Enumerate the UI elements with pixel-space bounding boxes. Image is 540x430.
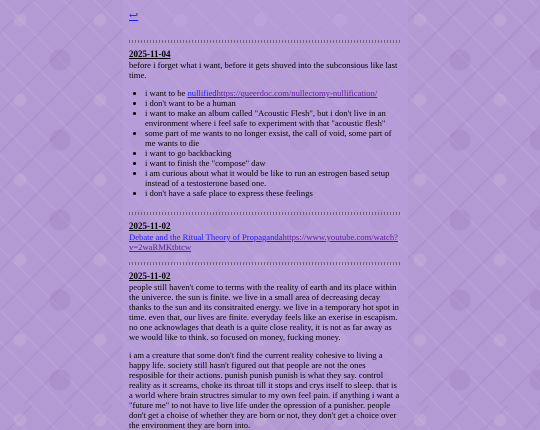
entry-date: 2025-11-02 — [129, 271, 171, 281]
divider — [129, 212, 402, 215]
divider — [129, 40, 402, 43]
entry-paragraph: i am a creature that some don't find the current reality cohesive to living a happy life. society still hasn't figured out that people are not the ones resposible for their actions. punish punish punish is what they say. control reality as it screams, choke its throat till it stops and crys itself to sleep. that is a world where brain structres simular to my own feel pain. if anything i want a "future me" to not have to live life under the opression of a punisher. people don't get a choise of whether they are born or not, they don't get a choice over the environment they are born into. — [129, 350, 400, 430]
journal-entry — [129, 271, 402, 430]
entry-link-line — [129, 232, 402, 252]
journal-column — [123, 0, 408, 430]
list-item — [145, 88, 402, 98]
list-item: • i am curious about what it would be like to run an estrogen based setup instead of a testosterone based one. — [145, 168, 402, 188]
video-title-link[interactable]: Debate and the Ritual Theory of Propaganda — [129, 232, 283, 242]
entry-intro: before i forget what i want, before it gets shuved into the subconsious like last time. — [129, 60, 398, 80]
back-link[interactable]: ↩ — [129, 10, 139, 22]
nullified-url-link[interactable]: https://queerdoc.com/nullectomy-nullification/ — [216, 88, 378, 98]
list-item-prefix: i want to be — [145, 88, 188, 98]
video-url-link[interactable]: https://www.youtube.com/watch?v=2waRMKtbtcw — [129, 232, 398, 252]
list-item: • i don't have a safe place to express these feelings — [145, 188, 402, 198]
journal-entry — [129, 221, 402, 252]
journal-entry — [129, 49, 402, 198]
wish-list — [129, 88, 402, 198]
list-item: • i don't want to be a human — [145, 98, 402, 108]
list-item: • i want to go backbacking — [145, 148, 402, 158]
list-item: • i want to make an album called "Acoustic Flesh", but i don't live in an environment where i feel safe to experiment with that "acoustic flesh" — [145, 108, 402, 128]
entry-date: 2025-11-04 — [129, 49, 171, 59]
list-item: • some part of me wants to no longer exsist, the call of void, some part of me wants to die — [145, 128, 402, 148]
entry-paragraph: people still haven't come to terms with the reality of earth and its place within the univerce. the sun is finite. we live in a small area of decreasing decay thanks to the sun and its consitraited energy. we live in a temporary hot spot in time. even that, our lives are finite. everyday feels like an exerise in escapism. no one acknowlages that death is a quite close reality, it is not as far away as we would like to think. so focused on money, fucking money. — [129, 282, 399, 342]
divider — [129, 262, 402, 265]
list-item: • i want to finish the "compose" daw — [145, 158, 402, 168]
entry-date: 2025-11-02 — [129, 221, 171, 231]
nullified-link[interactable]: nullified — [187, 88, 217, 98]
